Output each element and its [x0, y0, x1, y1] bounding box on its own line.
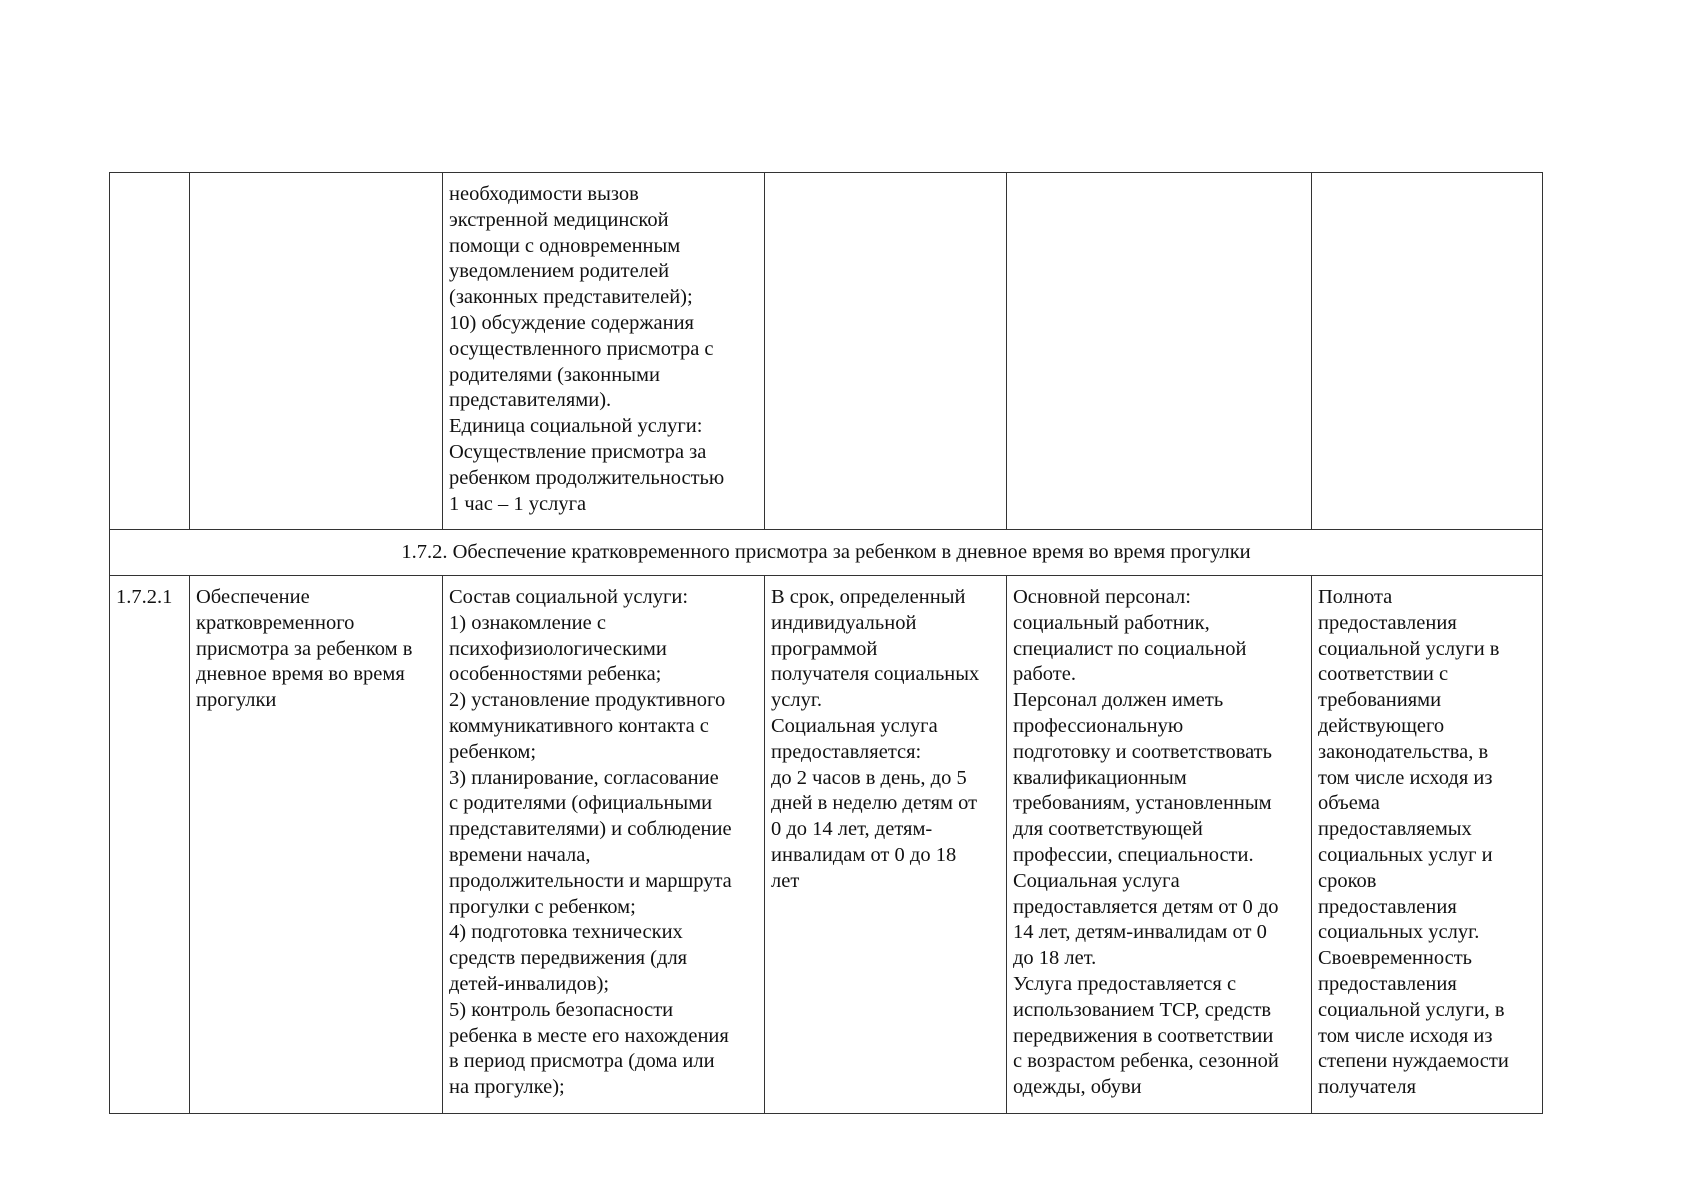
content-cell: необходимости вызов экстренной медицинской помощи с одновременным уведомлением родителей (законных представителей); 10) обсуждение содержания осуществленного присмотра с родителями (законными представителями). Единица социальной услуги: Осуществление присмотра за ребенком продолжительностью 1 час – 1 услуга	[443, 173, 765, 530]
table-row-section-heading	[110, 530, 1543, 576]
service-conditions: Основной персонал: социальный работник, специалист по социальной работе. Персонал должен иметь профессиональную подготовку и соответствовать квалификационным требованиям, установленным для соответствующей профессии, специальности. Социальная услуга предоставляется детям от 0 до 14 лет, детям-инвалидам от 0 до 18 лет. Услуга предоставляется с использованием ТСР, средств передвижения в соответствии с возрастом ребенка, сезонной одежды, обуви	[1007, 576, 1312, 1114]
name-cell-empty	[190, 173, 443, 530]
number-cell-empty	[110, 173, 190, 530]
terms-cell-empty	[765, 173, 1007, 530]
quality-cell-empty	[1312, 173, 1543, 530]
service-number: 1.7.2.1	[110, 576, 190, 1114]
conditions-cell-empty	[1007, 173, 1312, 530]
service-terms: В срок, определенный индивидуальной программой получателя социальных услуг. Социальная услуга предоставляется: до 2 часов в день, до 5 дней в неделю детям от 0 до 14 лет, детям- инвалидам от 0 до 18 лет	[765, 576, 1007, 1114]
table-row-continuation	[110, 173, 1543, 530]
service-content: Состав социальной услуги: 1) ознакомление с психофизиологическими особенностями ребенка; 2) установление продуктивного коммуникативного контакта с ребенком; 3) планирование, согласование с родителями (официальными представителями) и соблюдение времени начала, продолжительности и маршрута прогулки с ребенком; 4) подготовка технических средств передвижения (для детей-инвалидов); 5) контроль безопасности ребенка в месте его нахождения в период присмотра (дома или на прогулке);	[443, 576, 765, 1114]
service-quality: Полнота предоставления социальной услуги в соответствии с требованиями действующего законодательства, в том числе исходя из объема предоставляемых социальных услуг и сроков предоставления социальных услуг. Своевременность предоставления социальной услуги, в том числе исходя из степени нуждаемости получателя	[1312, 576, 1543, 1114]
section-heading: 1.7.2. Обеспечение кратковременного присмотра за ребенком в дневное время во время прогулки	[110, 530, 1543, 576]
services-table	[109, 172, 1543, 1114]
table-row-service	[110, 576, 1543, 1114]
service-name: Обеспечение кратковременного присмотра за ребенком в дневное время во время прогулки	[190, 576, 443, 1114]
